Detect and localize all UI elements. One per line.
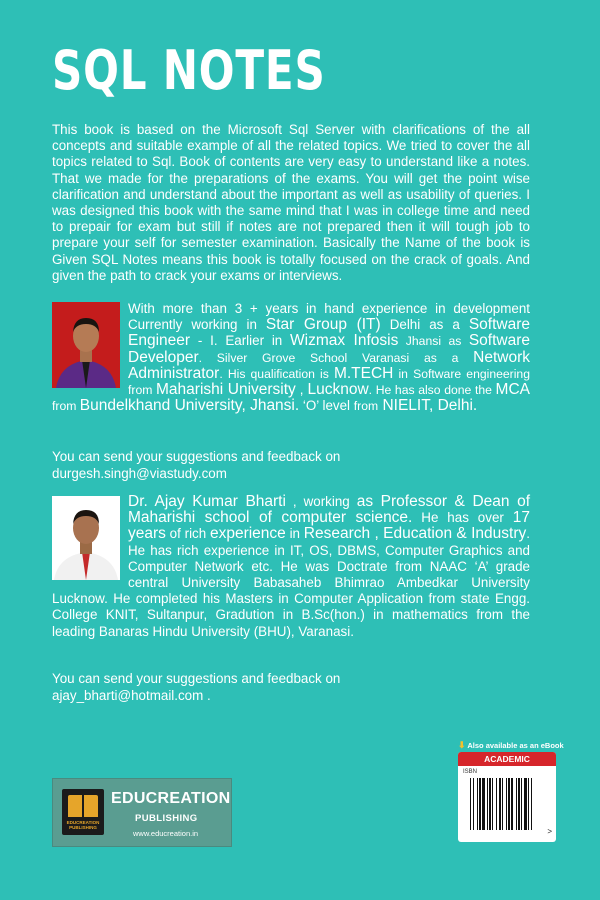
- download-arrow-icon: ⬇: [458, 740, 466, 750]
- barcode: [470, 778, 548, 830]
- author1-contact: [52, 448, 340, 482]
- author1-bio: With more than 3 + years in hand experience in development Currently working in Star Group (IT) Delhi as a Software Engineer - I. Earlier in Wizmax Infosis Jhansi as Software Developer. Silver Grove School Varanasi as a Network Administrator. His qualification is M.TECH in Software engineering from Maharishi University , Lucknow. He has also done the MCA from Bundelkhand University, Jhansi. ‘O’ level from NIELIT, Delhi.: [52, 301, 530, 415]
- publisher-logo: EDUCREATION PUBLISHING: [62, 789, 104, 835]
- chevron-right-icon: >: [547, 827, 552, 836]
- book-description: This book is based on the Microsoft Sql Server with clarifications of the all concepts and suitable example of all the related topics. We tried to cover the all topics related to Sql. Book of contents are very easy to understand like a notes. That we made for the preparations of the exams. You will get the point wise clarification and understand about the important as well as usability of queries. I was designed this book with the same mind that I was in college time and need to prepair for exam but still if notes are not prepared then it will tough job to prepare your self for semester examination. Basically the Name of the book is Given SQL Notes means this book is totally focused on the crack of goals. And given the path to crack your exams or interviews.: [52, 122, 530, 283]
- author2-email[interactable]: ajay_bharti@hotmail.com .: [52, 688, 211, 703]
- isbn-box: [458, 752, 556, 842]
- publisher-url[interactable]: www.educreation.in: [133, 829, 199, 838]
- publisher-name: EDUCREATION: [111, 790, 231, 807]
- feedback-text: You can send your suggestions and feedback on: [52, 449, 341, 464]
- isbn-label: ISBN: [463, 769, 478, 775]
- book-title: SQL NOTES: [52, 39, 326, 102]
- author1-email[interactable]: durgesh.singh@viastudy.com: [52, 466, 227, 481]
- author2-bio: Dr. Ajay Kumar Bharti , working as Professor & Dean of Maharishi school of computer science. He has over 17 years of rich experience in Research , Education & Industry. He has rich experience in IT, OS, DBMS, Computer Graphics and Computer Network etc. He was Doctrate from NAAC ‘A’ grade central University Babasaheb Bhimrao Ambedkar University Lucknow. He completed his Masters in Computer Application from state Engg. College KNIT, Sultanpur, Gradution in B.Sc(hon.) in mathematics from the leading Banaras Hindu University (BHU), Varanasi.: [52, 493, 531, 639]
- category-band: ACADEMIC: [458, 752, 556, 766]
- feedback-text: You can send your suggestions and feedback on: [52, 671, 341, 686]
- open-book-icon: [68, 795, 98, 817]
- author2-contact: [52, 670, 340, 704]
- ebook-note: ⬇ Also available as an eBook: [458, 740, 564, 750]
- publisher-subtitle: PUBLISHING: [135, 813, 198, 824]
- publisher-block: [52, 778, 232, 847]
